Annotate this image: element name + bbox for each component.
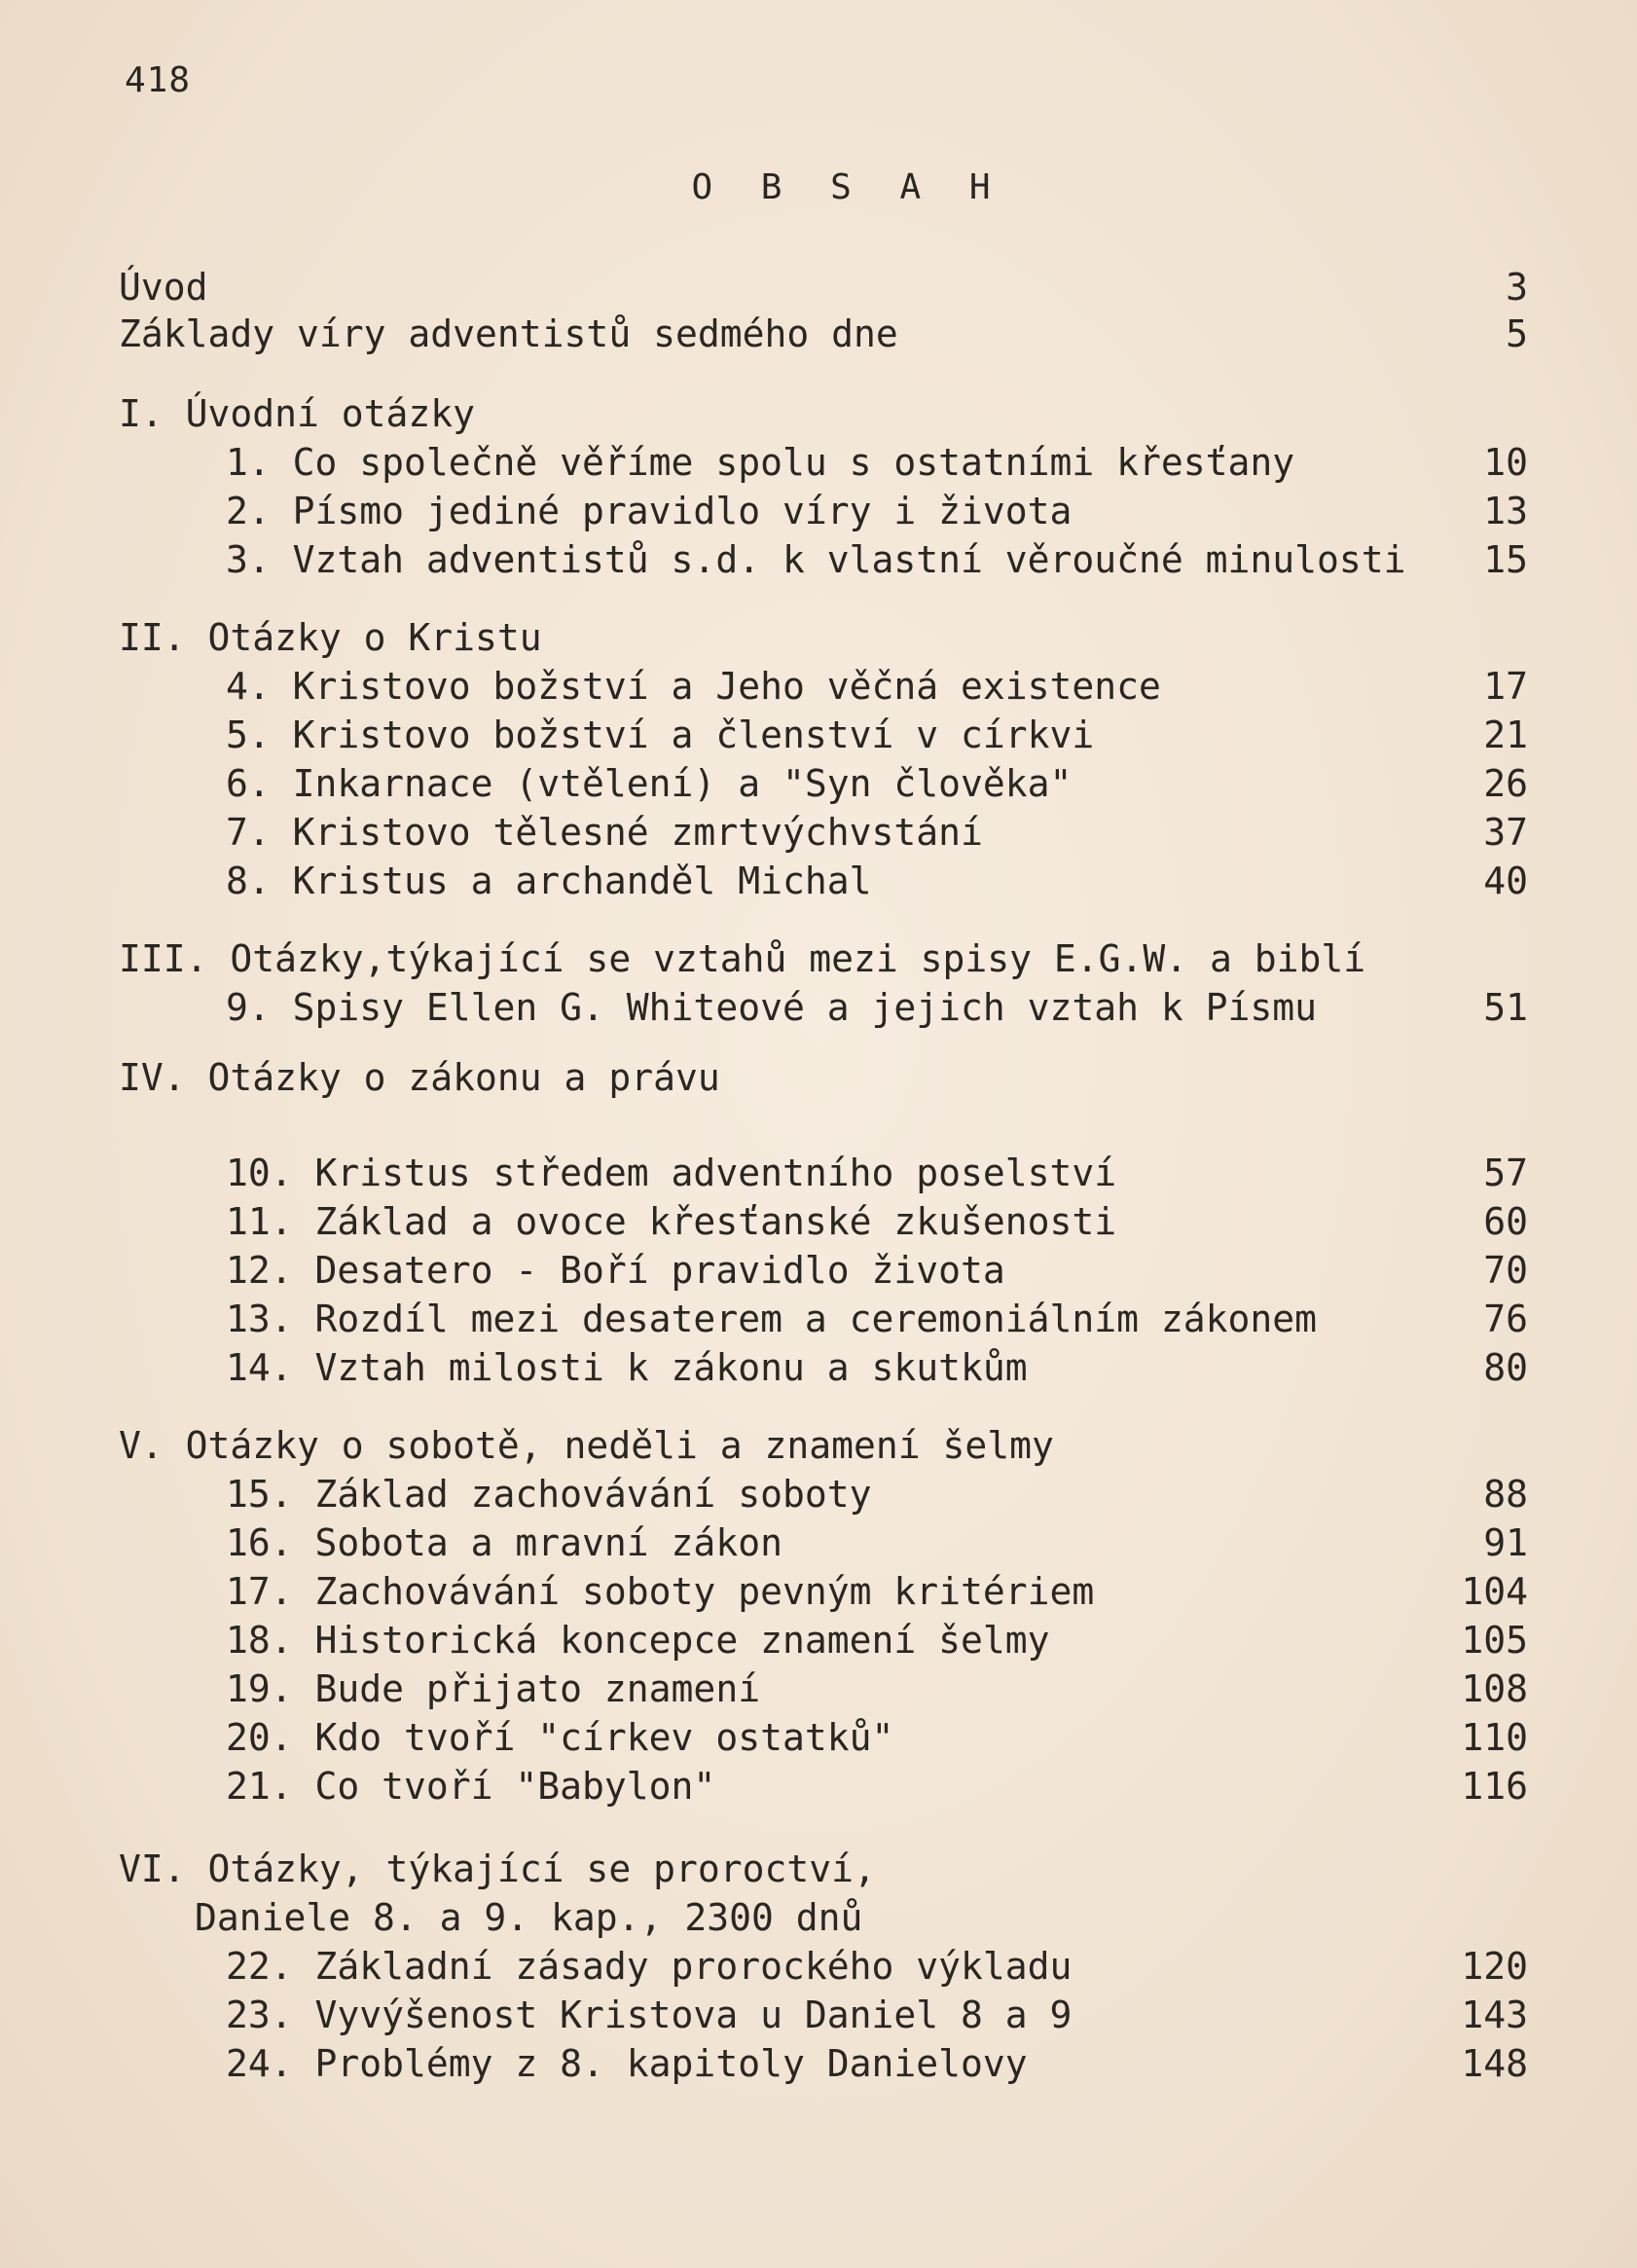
toc-entry-title: 1. Co společně věříme spolu s ostatními křesťany	[226, 441, 1295, 484]
toc-entry	[0, 2039, 1637, 2088]
toc-entry-title: 2. Písmo jediné pravidlo víry i života	[226, 490, 1073, 532]
toc-entry-page: 91	[1483, 1521, 1528, 1564]
toc-entry-page: 76	[1483, 1298, 1528, 1340]
toc-entry-page: 80	[1483, 1346, 1528, 1389]
toc-entry-page: 13	[1483, 490, 1528, 532]
toc-entry-title: 7. Kristovo tělesné zmrtvýchvstání	[226, 811, 983, 854]
toc-entry	[0, 711, 1637, 759]
toc-entry-title: 20. Kdo tvoří "církev ostatků"	[226, 1716, 894, 1759]
toc-entry-page: 57	[1483, 1152, 1528, 1194]
toc-entry-title: 14. Vztah milosti k zákonu a skutkům	[226, 1346, 1028, 1389]
toc-entry-page: 104	[1461, 1570, 1528, 1613]
toc-entry-title: 23. Vyvýšenost Kristova u Daniel 8 a 9	[226, 1994, 1073, 2036]
toc-entry-title: 17. Zachovávání soboty pevným kritériem	[226, 1570, 1095, 1613]
toc-entry	[0, 1664, 1637, 1713]
toc-entry	[0, 1470, 1637, 1518]
toc-entry-title: I. Úvodní otázky	[119, 392, 476, 435]
toc-entry-page: 88	[1483, 1473, 1528, 1516]
toc-entry	[0, 613, 1637, 662]
toc-entry-title: VI. Otázky, týkající se proroctví,	[119, 1847, 876, 1890]
toc-entry	[0, 535, 1637, 584]
toc-entry	[0, 1421, 1637, 1470]
toc-entry	[0, 1343, 1637, 1392]
toc-entry-title: III. Otázky,týkající se vztahů mezi spisy E.G.W. a biblí	[119, 937, 1366, 980]
toc-entry-title: 16. Sobota a mravní zákon	[226, 1521, 782, 1564]
toc-entry-title: II. Otázky o Kristu	[119, 616, 542, 659]
toc-entry-title: 8. Kristus a archanděl Michal	[226, 860, 872, 902]
toc-entry-title: IV. Otázky o zákonu a právu	[119, 1056, 720, 1099]
toc-entry-page: 108	[1461, 1667, 1528, 1710]
toc-entry	[0, 1762, 1637, 1811]
toc-entry	[0, 983, 1637, 1032]
toc-entry	[0, 310, 1637, 358]
toc-entry-page: 70	[1483, 1249, 1528, 1292]
toc-entry	[0, 438, 1637, 487]
toc-entry-title: 12. Desatero - Boří pravidlo života	[226, 1249, 1005, 1292]
toc-entry	[0, 1518, 1637, 1567]
toc-entry-page: 26	[1483, 762, 1528, 805]
toc-entry-page: 120	[1461, 1945, 1528, 1988]
toc-entry-title: 15. Základ zachovávání soboty	[226, 1473, 872, 1516]
toc-entry	[0, 487, 1637, 535]
toc-entry-page: 116	[1461, 1765, 1528, 1808]
toc-entry	[0, 934, 1637, 983]
toc-entry-page: 105	[1461, 1619, 1528, 1662]
toc-entry-page: 3	[1506, 266, 1528, 309]
toc-entry	[0, 857, 1637, 905]
toc-entry-page: 10	[1483, 441, 1528, 484]
toc-entry-title: 5. Kristovo božství a členství v církvi	[226, 713, 1095, 756]
toc-entry-page: 143	[1461, 1994, 1528, 2036]
toc-entry-title: 9. Spisy Ellen G. Whiteové a jejich vztah k Písmu	[226, 986, 1318, 1029]
toc-entry-page: 110	[1461, 1716, 1528, 1759]
toc-entry	[0, 1053, 1637, 1102]
toc-entry	[0, 389, 1637, 438]
toc-entry	[0, 1713, 1637, 1762]
toc-entry-title: 24. Problémy z 8. kapitoly Danielovy	[226, 2042, 1028, 2085]
toc-entry-title: 4. Kristovo božství a Jeho věčná existence	[226, 665, 1161, 708]
toc-entry-title: 19. Bude přijato znamení	[226, 1667, 761, 1710]
toc-entry	[0, 808, 1637, 857]
toc-entry-page: 37	[1483, 811, 1528, 854]
toc-entry-title: 10. Kristus středem adventního poselství	[226, 1152, 1117, 1194]
toc-entry-title: 18. Historická koncepce znamení šelmy	[226, 1619, 1050, 1662]
toc-entry-title: Daniele 8. a 9. kap., 2300 dnů	[195, 1896, 863, 1939]
toc-entry-page: 40	[1483, 860, 1528, 902]
toc-entry-title: 11. Základ a ovoce křesťanské zkušenosti	[226, 1200, 1117, 1243]
toc-entry-title: 6. Inkarnace (vtělení) a "Syn člověka"	[226, 762, 1073, 805]
toc-entry	[0, 759, 1637, 808]
toc-entry-title: 21. Co tvoří "Babylon"	[226, 1765, 716, 1808]
toc-entry-page: 21	[1483, 713, 1528, 756]
toc-entry-title: 13. Rozdíl mezi desaterem a ceremoniálním zákonem	[226, 1298, 1318, 1340]
toc-entry	[0, 1246, 1637, 1295]
toc-entry	[0, 1197, 1637, 1246]
toc-entry-page: 60	[1483, 1200, 1528, 1243]
page-number: 418	[125, 60, 192, 100]
toc-entry	[0, 1567, 1637, 1616]
toc-entry	[0, 263, 1637, 311]
toc-entry-page: 148	[1461, 2042, 1528, 2085]
toc-entry	[0, 1845, 1637, 1893]
toc-entry-title: 3. Vztah adventistů s.d. k vlastní věroučné minulosti	[226, 538, 1406, 581]
toc-entry	[0, 1942, 1637, 1991]
toc-entry	[0, 1893, 1637, 1942]
toc-entry-page: 15	[1483, 538, 1528, 581]
toc-entry	[0, 1616, 1637, 1664]
toc-entry-page: 17	[1483, 665, 1528, 708]
page-title: O B S A H	[691, 167, 1004, 207]
toc-entry-page: 5	[1506, 312, 1528, 355]
toc-entry	[0, 1149, 1637, 1197]
toc-entry-page: 51	[1483, 986, 1528, 1029]
toc-entry	[0, 1295, 1637, 1343]
toc-entry-title: Základy víry adventistů sedmého dne	[119, 312, 898, 355]
toc-entry	[0, 662, 1637, 711]
toc-entry-title: 22. Základní zásady prorockého výkladu	[226, 1945, 1073, 1988]
toc-entry-title: Úvod	[119, 266, 208, 309]
toc-entry	[0, 1991, 1637, 2039]
toc-entry-title: V. Otázky o sobotě, neděli a znamení šelmy	[119, 1424, 1054, 1467]
